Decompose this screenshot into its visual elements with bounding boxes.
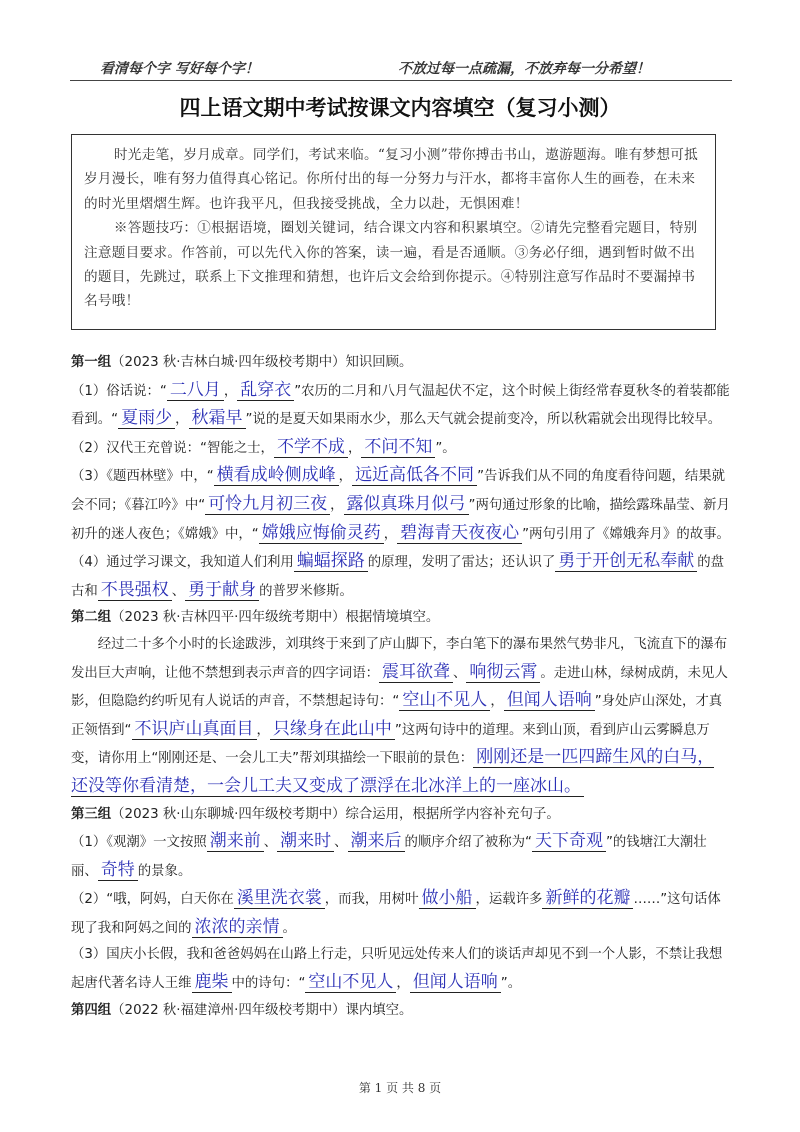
answer: 不问不知 (361, 437, 435, 458)
group3-title: 第三组 (71, 806, 112, 822)
answer: 勇于开创无私奉献 (555, 551, 697, 572)
text: ”说的是夏天如果雨水少，那么天气就会提前变冷，所以秋霜就会出现得比较早。 (245, 412, 722, 428)
text: 、 (263, 835, 278, 851)
group4-source: （2022 秋·福建漳州·四年级校考期中）课内填空。 (111, 1002, 413, 1018)
text: ”。 (500, 976, 522, 992)
text: ，运载许多 (475, 892, 543, 908)
text: ， (396, 976, 410, 992)
text: （4）通过学习课文，我知道人们利用 (71, 555, 294, 571)
answer: 潮来后 (348, 831, 405, 852)
text: ”农历的二月和八月气温起伏不定，这个时候上街经常春夏秋冬的着装都能看到。“ (71, 383, 730, 428)
text: ”两句引用了《嫦娥奔月》的故事。 (522, 526, 730, 542)
text: ”身处庐山深处，才真正领悟到“ (71, 694, 723, 738)
tips-paragraph: ※答题技巧：①根据语境，圈划关键词，结合课文内容和积累填空。②请先完整看完题目，特别注意题目要求。作答前，可以先代入你的答案，读一遍，看是否通顺。③务必仔细，遇到暂时做不出的题目，先跳过，联系上下文推理和猜想，也许后文会给到你提示。④特别注意写作品时不要漏掉书名号哦！ (84, 220, 698, 310)
answer: 夏雨少 (118, 408, 175, 429)
answer: 但闻人语响 (504, 690, 595, 711)
exercise-content (71, 350, 731, 1024)
text: ， (223, 383, 238, 399)
answer: 刚刚还是一匹四蹄生风的白马，还没等你看清楚，一会儿工夫又变成了漂浮在北冰洋上的一座冰山。 (71, 747, 715, 796)
text: 。走进山林，绿树成荫，未见人影，但隐隐约约听见有人说话的声音，不禁想起诗句：“ (71, 665, 728, 710)
answer: 不识庐山真面目 (132, 719, 257, 740)
header-motto-right: 不放过每一点疏漏，不放弃每一分希望！ (398, 61, 650, 77)
g3-question-2 (71, 885, 731, 942)
answer: 蝙蝠探路 (294, 551, 368, 572)
answer: 二八月 (167, 380, 224, 401)
text: 经过二十多个小时的长途跋涉，刘琪终于来到了庐山脚下，李白笔下的瀑布果然气势非凡，飞流直下的瀑布发出巨大声响，让他不禁想到表示声音的四字词语： (71, 636, 728, 681)
header-rule (70, 80, 732, 81)
g1-question-3 (71, 462, 731, 548)
text: ，而我，用树叶 (324, 892, 419, 908)
text: ， (256, 722, 270, 738)
g1-question-2 (71, 434, 731, 463)
answer: 响彻云霄 (466, 662, 540, 683)
text: 的盘古和 (71, 555, 725, 599)
group1-source: （2023 秋·吉林白城·四年级校考期中）知识回顾。 (111, 355, 413, 370)
answer: 做小船 (419, 888, 476, 909)
g1-question-1 (71, 377, 731, 434)
page-title: 四上语文期中考试按课文内容填空（复习小测） (179, 96, 621, 120)
text: 的景象。 (137, 863, 192, 879)
text: 、 (334, 835, 348, 851)
intro-box (71, 134, 716, 330)
g1-question-4 (71, 548, 731, 605)
group1-heading (71, 350, 731, 377)
answer: 乱穿衣 (237, 380, 294, 401)
group2-source: （2023 秋·吉林四平·四年级统考期中）根据情境填空。 (111, 610, 440, 626)
text: 的原理，发明了雷达；还认识了 (367, 555, 556, 571)
text: ……”这句话体现了我和阿妈之间的 (71, 892, 721, 936)
text: ， (383, 526, 398, 542)
text: ”的钱塘江大潮壮丽、 (71, 835, 707, 879)
group2-title: 第二组 (71, 610, 112, 626)
text: 、 (171, 583, 186, 599)
group2-heading (71, 605, 731, 632)
text: ， (175, 412, 189, 428)
text: 。 (282, 920, 296, 936)
answer: 鹿柴 (192, 972, 232, 993)
answer: 空山不见人 (399, 690, 490, 711)
intro-paragraph: 时光走笔，岁月成章。同学们，考试来临。“复习小测”带你搏击书山，遨游题海。唯有梦想可抵岁月漫长，唯有努力值得真心铭记。你所付出的每一分努力与汗水，都将丰富你人生的画卷，在未来的时光里熠熠生辉。也许我平凡，但我接受挑战，全力以赴，无惧困难！ (84, 147, 699, 212)
answer: 奇特 (98, 860, 138, 881)
page-number: 第 1 页 共 8 页 (358, 1081, 442, 1095)
answer: 浓浓的亲情 (192, 917, 283, 938)
answer: 碧海青天夜夜心 (397, 523, 522, 544)
group1-title: 第一组 (71, 355, 112, 370)
text: （3）国庆小长假，我和爸爸妈妈在山路上行走，只听见远处传来人们的谈话声却见不到一个人影，不禁让我想起唐代著名诗人王维 (71, 947, 723, 992)
text: ”告诉我们从不同的角度看待问题，结果就会不同；《暮江吟》中“ (71, 469, 726, 513)
answer: 溪里洗衣裳 (234, 888, 325, 909)
g3-question-1 (71, 828, 731, 885)
text: 、 (452, 665, 467, 681)
answer: 不畏强权 (98, 580, 172, 601)
text: ， (490, 694, 504, 710)
text: ， (347, 440, 362, 456)
answer: 天下奇观 (532, 831, 606, 852)
answer: 空山不见人 (305, 972, 396, 993)
answer: 潮来时 (277, 831, 334, 852)
answer: 横看成岭侧成峰 (214, 465, 339, 486)
answer: 勇于献身 (185, 580, 259, 601)
text: 的普罗米修斯。 (259, 583, 353, 599)
text: ”。 (435, 440, 456, 456)
answer: 可怜九月初三夜 (205, 494, 330, 515)
text: 的顺序介绍了被称为“ (404, 835, 532, 851)
text: ， (338, 469, 353, 485)
text: （2）“哦，阿妈，白天你在 (71, 892, 234, 908)
text: （1）俗话说：“ (71, 383, 167, 399)
answer: 远近高低各不同 (352, 465, 477, 486)
answer: 露似真珠月似弓 (344, 494, 469, 515)
answer: 新鲜的花瓣 (542, 888, 633, 909)
text: ， (330, 497, 344, 513)
answer: 嫦娥应悔偷灵药 (259, 523, 384, 544)
answer: 不学不成 (274, 437, 348, 458)
header-motto-left: 看清每个字 写好每个字！ (100, 61, 259, 77)
text: （1）《观潮》一文按照 (71, 835, 207, 851)
group3-heading (71, 802, 731, 829)
answer: 但闻人语响 (410, 972, 501, 993)
answer: 震耳欲聋 (379, 662, 453, 683)
g2-passage (71, 632, 731, 802)
answer: 秋霜早 (189, 408, 246, 429)
answer: 潮来前 (207, 831, 264, 852)
group4-heading (71, 998, 731, 1025)
text: ”两句通过形象的比喻，描绘露珠晶莹、新月初升的迷人夜色；《嫦娥》中，“ (71, 497, 730, 542)
answer: 只缘身在此山中 (270, 719, 395, 740)
g3-question-3 (71, 942, 731, 997)
text: 中的诗句：“ (231, 976, 306, 992)
group4-title: 第四组 (71, 1002, 112, 1018)
text: ”这两句诗中的道理。来到山顶，看到庐山云雾瞬息万变，请你用上“刚刚还是、一会儿工夫”帮刘琪描绘一下眼前的景色： (71, 722, 710, 767)
text: （2）汉代王充曾说：“智能之士， (71, 440, 274, 456)
group3-source: （2023 秋·山东聊城·四年级校考期中）综合运用，根据所学内容补充句子。 (111, 806, 560, 822)
text: （3）《题西林壁》中，“ (71, 469, 214, 485)
